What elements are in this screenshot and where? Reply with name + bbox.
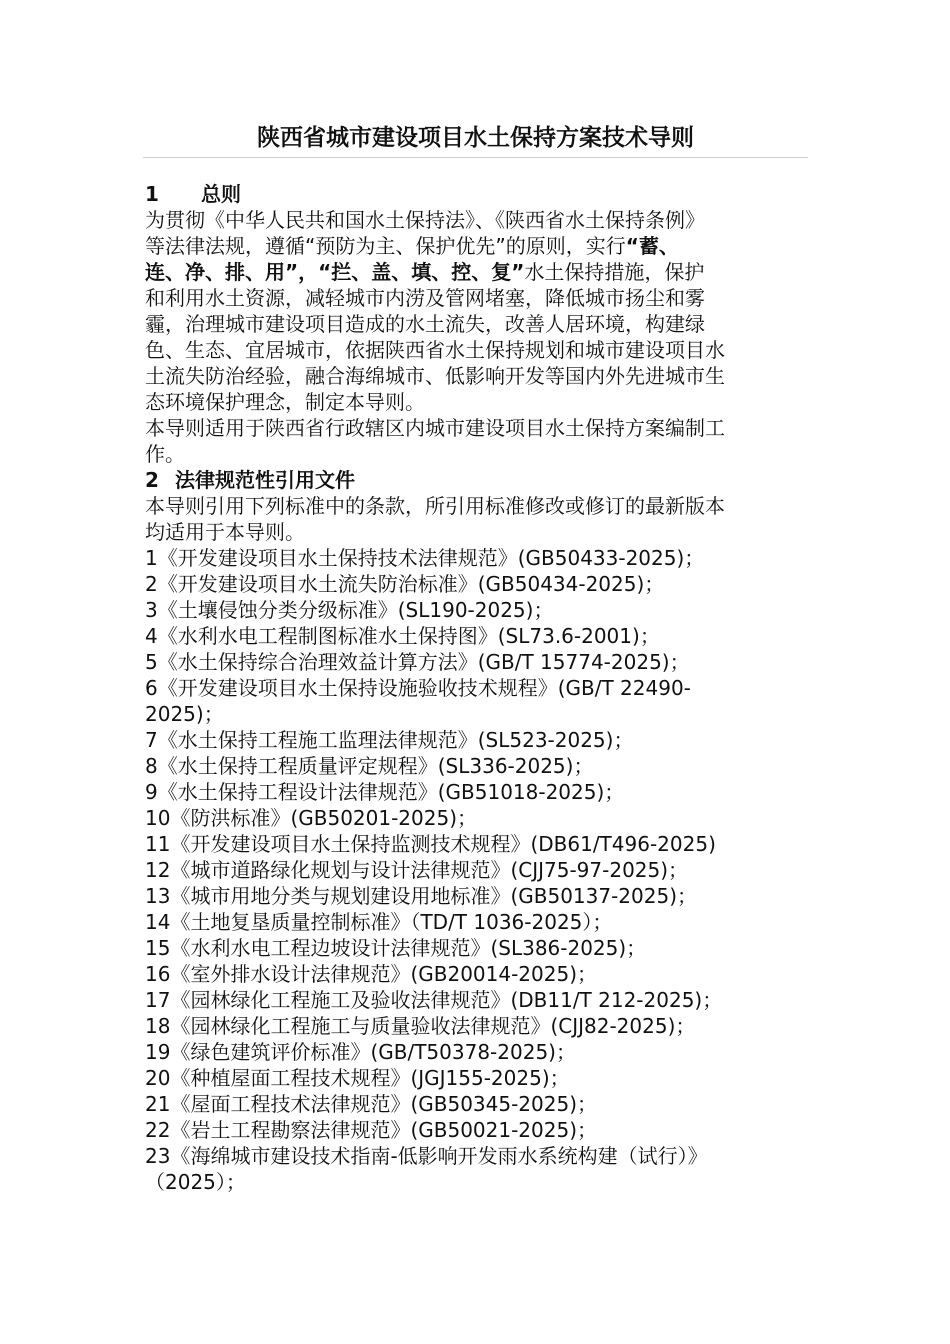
reference-item: 20《种植屋面工程技术规程》(JGJ155-2025)； — [145, 1066, 570, 1090]
reference-item: 8《水土保持工程质量评定规程》(SL336-2025)； — [145, 754, 594, 778]
paragraph-line: 为贯彻《中华人民共和国水土保持法》、《陕西省水土保持条例》 — [145, 208, 705, 232]
reference-item: （2025）； — [145, 1170, 246, 1194]
reference-item: 11《开发建设项目水土保持监测技术规程》(DB61/T496-2025) — [145, 832, 716, 856]
section-number: 1 — [145, 182, 159, 206]
reference-item: 7《水土保持工程施工监理法律规范》(SL523-2025)； — [145, 728, 634, 752]
reference-item: 9《水土保持工程设计法律规范》(GB51018-2025)； — [145, 780, 625, 804]
section-title: 总则 — [201, 182, 241, 206]
section-heading-general — [145, 181, 800, 207]
section-number: 2 — [145, 468, 159, 492]
reference-item: 4《水利水电工程制图标准水土保持图》(SL73.6-2001)； — [145, 624, 660, 648]
paragraph-line: 本导则适用于陕西省行政辖区内城市建设项目水土保持方案编制工 — [145, 416, 725, 440]
document-body — [145, 181, 800, 1195]
reference-item: 17《园林绿化工程施工及验收法律规范》(DB11/T 212-2025)； — [145, 988, 723, 1012]
reference-item: 19《绿色建筑评价标准》(GB/T50378-2025)； — [145, 1040, 576, 1064]
reference-item: 6《开发建设项目水土保持设施验收技术规程》(GB/T 22490- — [145, 676, 691, 700]
emphasis-text: “蓄、 — [625, 234, 679, 258]
paragraph-purpose — [145, 207, 800, 415]
paragraph-line: 土流失防治经验，融合海绵城市、低影响开发等国内外先进城市生 — [145, 364, 725, 388]
reference-item: 15《水利水电工程边坡设计法律规范》(SL386-2025)； — [145, 936, 647, 960]
reference-item: 13《城市用地分类与规划建设用地标准》(GB50137-2025)； — [145, 884, 698, 908]
reference-item: 14《土地复垦质量控制标准》（TD/T 1036-2025）； — [145, 910, 613, 934]
reference-item: 2025)； — [145, 702, 224, 726]
title-divider — [143, 157, 808, 158]
paragraph-line: 均适用于本导则。 — [145, 520, 305, 544]
paragraph-line: 态环境保护理念，制定本导则。 — [145, 390, 425, 414]
paragraph-line — [145, 259, 800, 285]
reference-item: 5《水土保持综合治理效益计算方法》(GB/T 15774-2025)； — [145, 650, 690, 674]
paragraph-line: 霾，治理城市建设项目造成的水土流失，改善人居环境，构建绿 — [145, 312, 705, 336]
section-title: 法律规范性引用文件 — [175, 468, 355, 492]
reference-item: 12《城市道路绿化规划与设计法律规范》(CJJ75-97-2025)； — [145, 858, 689, 882]
emphasis-text: 连、净、排、用”，“拦、盖、填、控、复” — [145, 260, 525, 284]
paragraph-line: 本导则引用下列标准中的条款，所引用标准修改或修订的最新版本 — [145, 494, 725, 518]
paragraph-references-intro — [145, 493, 800, 545]
reference-list — [145, 545, 800, 1195]
reference-item: 22《岩土工程勘察法律规范》(GB50021-2025)； — [145, 1118, 598, 1142]
document-title: 陕西省城市建设项目水土保持方案技术导则 — [257, 125, 694, 151]
paragraph-line — [145, 233, 800, 259]
reference-item: 16《室外排水设计法律规范》(GB20014-2025)； — [145, 962, 598, 986]
paragraph-line: 和利用水土资源，减轻城市内涝及管网堵塞，降低城市扬尘和雾 — [145, 286, 705, 310]
section-heading-references — [145, 467, 800, 493]
paragraph-scope — [145, 415, 800, 467]
paragraph-line: 色、生态、宜居城市，依据陕西省水土保持规划和城市建设项目水 — [145, 338, 725, 362]
reference-item: 18《园林绿化工程施工与质量验收法律规范》(CJJ82-2025)； — [145, 1014, 696, 1038]
reference-item: 2《开发建设项目水土流失防治标准》(GB50434-2025)； — [145, 572, 665, 596]
text-run: 水土保持措施，保护 — [524, 260, 705, 284]
reference-item: 21《屋面工程技术法律规范》(GB50345-2025)； — [145, 1092, 598, 1116]
reference-item: 1《开发建设项目水土保持技术法律规范》(GB50433-2025)； — [145, 546, 705, 570]
text-run: 等法律法规，遵循“预防为主、保护优先”的原则，实行 — [145, 234, 626, 258]
reference-item: 10《防洪标准》(GB50201-2025)； — [145, 806, 478, 830]
reference-item: 23《海绵城市建设技术指南-低影响开发雨水系统构建（试行）》 — [145, 1144, 708, 1168]
paragraph-line: 作。 — [145, 442, 185, 466]
reference-item: 3《土壤侵蚀分类分级标准》(SL190-2025)； — [145, 598, 554, 622]
